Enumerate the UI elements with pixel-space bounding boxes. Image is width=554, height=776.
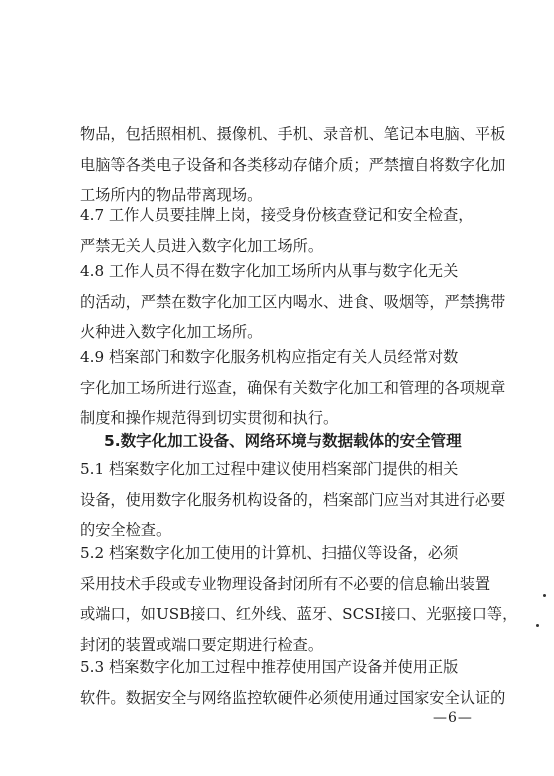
text-line: 严禁无关人员进入数字化加工场所。 bbox=[80, 236, 323, 255]
text-line: 制度和操作规范得到切实贯彻和执行。 bbox=[80, 409, 339, 427]
text-line: 5.3 档案数字化加工过程中推荐使用国产设备并使用正版 bbox=[80, 658, 459, 676]
paragraph-5-1 bbox=[80, 454, 506, 546]
text-line: 的活动，严禁在数字化加工区内喝水、进食、吸烟等，严禁携带 bbox=[80, 292, 506, 311]
text-line: 工场所内的物品带离现场。 bbox=[80, 186, 263, 204]
paragraph-4-8 bbox=[80, 256, 506, 348]
text-line: 4.9 档案部门和数字化服务机构应指定有关人员经常对数 bbox=[80, 348, 459, 366]
scan-speck bbox=[536, 624, 539, 627]
paragraph-5-3 bbox=[80, 652, 506, 713]
text-line: 设备，使用数字化服务机构设备的，档案部门应当对其进行必要 bbox=[80, 490, 506, 509]
page-number: —6— bbox=[433, 710, 473, 726]
text-line: 4.7 工作人员要挂牌上岗，接受身份核查登记和安全检查， bbox=[80, 206, 474, 224]
text-line: 采用技术手段或专业物理设备封闭所有不必要的信息输出装置 bbox=[80, 574, 491, 593]
text-line: 字化加工场所进行巡查，确保有关数字化加工和管理的各项规章 bbox=[80, 378, 506, 397]
text-line: 电脑等各类电子设备和各类移动存储介质；严禁擅自将数字化加 bbox=[80, 155, 506, 174]
text-line: 的安全检查。 bbox=[80, 521, 172, 539]
paragraph-4-9 bbox=[80, 342, 506, 434]
paragraph-4-7 bbox=[80, 200, 500, 261]
section-heading: 5.数字化加工设备、网络环境与数据载体的安全管理 bbox=[104, 432, 462, 450]
text-line: 火种进入数字化加工场所。 bbox=[80, 323, 263, 341]
scan-speck bbox=[543, 594, 546, 597]
text-line: 软件。数据安全与网络监控软硬件必须使用通过国家安全认证的 bbox=[80, 688, 506, 707]
text-line: 5.2 档案数字化加工使用的计算机、扫描仪等设备，必须 bbox=[80, 544, 459, 562]
text-line: 物品，包括照相机、摄像机、手机、录音机、笔记本电脑、平板 bbox=[80, 125, 506, 143]
text-line: 5.1 档案数字化加工过程中建议使用档案部门提供的相关 bbox=[80, 460, 459, 478]
text-line: 或端口，如USB接口、红外线、蓝牙、SCSI接口、光驱接口等， bbox=[80, 605, 518, 623]
paragraph-continuation bbox=[80, 119, 506, 211]
text-line: 4.8 工作人员不得在数字化加工场所内从事与数字化无关 bbox=[80, 262, 459, 280]
paragraph-5-2 bbox=[80, 538, 518, 660]
text-line: 封闭的装置或端口要定期进行检查。 bbox=[80, 635, 323, 654]
